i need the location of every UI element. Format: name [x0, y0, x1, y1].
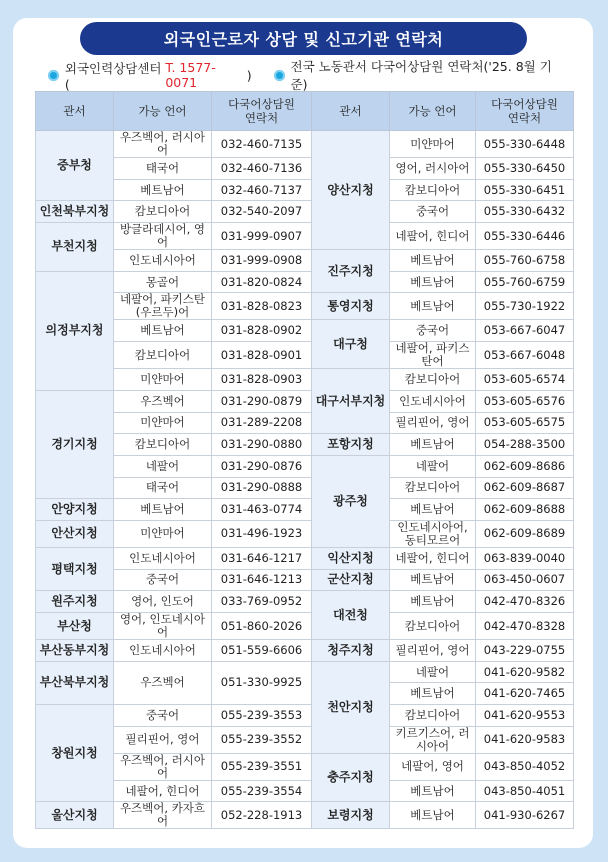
language-cell: 미얀마어 — [114, 520, 212, 547]
phone-cell[interactable]: 053-605-6575 — [476, 412, 574, 434]
legend-note — [274, 57, 566, 93]
phone-cell[interactable]: 055-330-6448 — [476, 131, 574, 158]
language-cell: 인도네시아어 — [390, 390, 476, 412]
phone-cell[interactable]: 032-460-7137 — [212, 179, 312, 201]
office-cell: 진주지청 — [312, 250, 390, 293]
office-cell: 천안지청 — [312, 661, 390, 753]
header-phone-line1: 다국어상담원 — [228, 97, 295, 111]
phone-cell[interactable]: 031-828-0902 — [212, 320, 312, 342]
legend-center — [48, 59, 252, 92]
phone-cell[interactable]: 062-609-8688 — [476, 499, 574, 521]
language-cell: 중국어 — [390, 320, 476, 342]
office-cell: 대전청 — [312, 591, 390, 640]
phone-cell[interactable]: 053-667-6048 — [476, 342, 574, 369]
table-row — [36, 661, 574, 683]
table-header-row — [36, 92, 574, 131]
phone-cell[interactable]: 055-760-6758 — [476, 250, 574, 272]
phone-cell[interactable]: 053-605-6574 — [476, 369, 574, 391]
language-cell: 방글라데시어, 영어 — [114, 223, 212, 250]
language-cell: 베트남어 — [390, 293, 476, 320]
office-cell: 양산지청 — [312, 131, 390, 250]
language-cell: 베트남어 — [390, 780, 476, 802]
phone-cell[interactable]: 062-609-8687 — [476, 477, 574, 499]
phone-cell[interactable]: 055-239-3553 — [212, 705, 312, 727]
header-phone — [212, 92, 312, 131]
phone-cell[interactable]: 043-229-0755 — [476, 640, 574, 662]
phone-cell[interactable]: 043-850-4052 — [476, 753, 574, 780]
page-title: 외국인근로자 상담 및 신고기관 연락처 — [80, 22, 527, 55]
phone-cell[interactable]: 031-290-0888 — [212, 477, 312, 499]
office-cell: 창원지청 — [36, 705, 114, 802]
phone-cell[interactable]: 055-330-6450 — [476, 158, 574, 180]
language-cell: 네팔어, 영어 — [390, 753, 476, 780]
table-row — [36, 613, 574, 640]
table-row — [36, 131, 574, 158]
language-cell: 몽골어 — [114, 271, 212, 293]
language-cell: 우즈벡어 — [114, 661, 212, 704]
language-cell: 네팔어, 파키스탄 (우르두)어 — [114, 293, 212, 320]
language-cell: 미얀마어 — [114, 369, 212, 391]
language-cell: 인도네시아어 — [114, 547, 212, 569]
phone-cell[interactable]: 062-609-8686 — [476, 455, 574, 477]
office-cell: 통영지청 — [312, 293, 390, 320]
office-cell: 익산지청 — [312, 547, 390, 569]
phone-cell[interactable]: 051-860-2026 — [212, 613, 312, 640]
office-cell: 군산지청 — [312, 569, 390, 591]
language-cell: 영어, 인도어 — [114, 591, 212, 613]
language-cell: 베트남어 — [390, 434, 476, 456]
table-row — [36, 780, 574, 802]
bullet-icon — [48, 70, 59, 81]
language-cell: 네팔어, 힌디어 — [390, 547, 476, 569]
language-cell: 캄보디아어 — [390, 477, 476, 499]
office-cell: 안산지청 — [36, 520, 114, 547]
header-phone-line1: 다국어상담원 — [491, 97, 558, 111]
office-cell: 광주청 — [312, 455, 390, 547]
header-lang: 가능 언어 — [114, 92, 212, 131]
header-phone-line2: 연락처 — [507, 111, 542, 125]
office-cell: 대구서부지청 — [312, 369, 390, 434]
office-cell: 충주지청 — [312, 753, 390, 802]
language-cell: 태국어 — [114, 158, 212, 180]
office-cell: 청주지청 — [312, 640, 390, 662]
language-cell: 베트남어 — [390, 250, 476, 272]
phone-cell[interactable]: 062-609-8689 — [476, 520, 574, 547]
phone-cell[interactable]: 053-605-6576 — [476, 390, 574, 412]
phone-cell[interactable]: 032-540-2097 — [212, 201, 312, 223]
language-cell: 필리핀어, 영어 — [114, 726, 212, 753]
phone-cell[interactable]: 031-999-0907 — [212, 223, 312, 250]
language-cell: 베트남어 — [114, 320, 212, 342]
table-row — [36, 223, 574, 250]
phone-cell[interactable]: 051-330-9925 — [212, 661, 312, 704]
phone-cell[interactable]: 055-239-3552 — [212, 726, 312, 753]
language-cell: 캄보디아어 — [114, 342, 212, 369]
office-cell: 부산동부지청 — [36, 640, 114, 662]
phone-cell[interactable]: 055-239-3551 — [212, 753, 312, 780]
phone-cell[interactable]: 055-239-3554 — [212, 780, 312, 802]
phone-cell[interactable]: 063-450-0607 — [476, 569, 574, 591]
center-phone[interactable]: T. 1577-0071 — [165, 60, 216, 90]
language-cell: 인도네시아어 — [114, 250, 212, 272]
office-cell: 중부청 — [36, 131, 114, 201]
language-cell: 키르기스어, 러시아어 — [390, 726, 476, 753]
phone-cell[interactable]: 031-290-0879 — [212, 390, 312, 412]
phone-cell[interactable]: 031-496-1923 — [212, 520, 312, 547]
language-cell: 중국어 — [390, 201, 476, 223]
center-end: ) — [246, 67, 252, 83]
office-cell: 부산청 — [36, 613, 114, 640]
bullet-icon — [274, 70, 285, 81]
language-cell: 네팔어, 파키스탄어 — [390, 342, 476, 369]
office-cell: 보령지청 — [312, 802, 390, 829]
phone-cell[interactable]: 031-289-2208 — [212, 412, 312, 434]
office-cell: 안양지청 — [36, 499, 114, 521]
language-cell: 인도네시아어 — [114, 640, 212, 662]
language-cell: 네팔어 — [390, 455, 476, 477]
language-cell: 우즈벡어, 러시아어 — [114, 753, 212, 780]
language-cell: 영어, 인도네시아어 — [114, 613, 212, 640]
office-cell: 의정부지청 — [36, 271, 114, 390]
center-label: 외국인력상담센터( — [64, 60, 162, 92]
phone-cell[interactable]: 041-620-7465 — [476, 683, 574, 705]
phone-cell[interactable]: 055-760-6759 — [476, 271, 574, 293]
language-cell: 네팔어, 힌디어 — [114, 780, 212, 802]
language-cell: 캄보디아어 — [390, 613, 476, 640]
language-cell: 인도네시아어, 동티모르어 — [390, 520, 476, 547]
table-row — [36, 390, 574, 412]
table-row — [36, 201, 574, 223]
office-cell: 부천지청 — [36, 223, 114, 272]
note-label: 전국 노동관서 다국어상담원 연락처('25. 8월 기준) — [290, 59, 552, 92]
language-cell: 필리핀어, 영어 — [390, 640, 476, 662]
header-office: 관서 — [36, 92, 114, 131]
language-cell: 캄보디아어 — [390, 179, 476, 201]
table-row — [36, 179, 574, 201]
language-cell: 중국어 — [114, 705, 212, 727]
table-row — [36, 547, 574, 569]
language-cell: 베트남어 — [390, 499, 476, 521]
office-cell: 경기지청 — [36, 390, 114, 498]
language-cell: 네팔어 — [114, 455, 212, 477]
language-cell: 미얀마어 — [390, 131, 476, 158]
phone-cell[interactable]: 031-999-0908 — [212, 250, 312, 272]
language-cell: 네팔어 — [390, 661, 476, 683]
phone-cell[interactable]: 055-330-6446 — [476, 223, 574, 250]
phone-cell[interactable]: 043-850-4051 — [476, 780, 574, 802]
office-cell: 인천북부지청 — [36, 201, 114, 223]
language-cell: 중국어 — [114, 569, 212, 591]
header-lang: 가능 언어 — [390, 92, 476, 131]
phone-cell[interactable]: 031-828-0903 — [212, 369, 312, 391]
table-row — [36, 705, 574, 727]
language-cell: 우즈벡어 — [114, 390, 212, 412]
language-cell: 네팔어, 힌디어 — [390, 223, 476, 250]
phone-cell[interactable]: 042-470-8328 — [476, 613, 574, 640]
phone-cell[interactable]: 055-330-6432 — [476, 201, 574, 223]
table-row — [36, 434, 574, 456]
table-row — [36, 569, 574, 591]
language-cell: 캄보디아어 — [390, 369, 476, 391]
language-cell: 필리핀어, 영어 — [390, 412, 476, 434]
language-cell: 우즈벡어, 러시아어 — [114, 131, 212, 158]
phone-cell[interactable]: 053-667-6047 — [476, 320, 574, 342]
phone-cell[interactable]: 051-559-6606 — [212, 640, 312, 662]
phone-cell[interactable]: 031-290-0880 — [212, 434, 312, 456]
phone-cell[interactable]: 032-460-7135 — [212, 131, 312, 158]
contact-table — [35, 91, 574, 829]
language-cell: 베트남어 — [114, 499, 212, 521]
table-row — [36, 455, 574, 477]
language-cell: 캄보디아어 — [390, 705, 476, 727]
phone-cell[interactable]: 041-620-9553 — [476, 705, 574, 727]
office-cell: 부산북부지청 — [36, 661, 114, 704]
phone-cell[interactable]: 032-460-7136 — [212, 158, 312, 180]
phone-cell[interactable]: 031-646-1213 — [212, 569, 312, 591]
phone-cell[interactable]: 033-769-0952 — [212, 591, 312, 613]
phone-cell[interactable]: 031-463-0774 — [212, 499, 312, 521]
phone-cell[interactable]: 041-930-6267 — [476, 802, 574, 829]
phone-cell[interactable]: 031-646-1217 — [212, 547, 312, 569]
language-cell: 태국어 — [114, 477, 212, 499]
table-row — [36, 753, 574, 780]
table-body — [36, 131, 574, 829]
office-cell: 원주지청 — [36, 591, 114, 613]
phone-cell[interactable]: 055-330-6451 — [476, 179, 574, 201]
table-row — [36, 477, 574, 499]
language-cell: 캄보디아어 — [114, 201, 212, 223]
office-cell: 대구청 — [312, 320, 390, 369]
language-cell: 미얀마어 — [114, 412, 212, 434]
header-office: 관서 — [312, 92, 390, 131]
table-row — [36, 412, 574, 434]
office-cell: 평택지청 — [36, 547, 114, 590]
phone-cell[interactable]: 031-828-0823 — [212, 293, 312, 320]
table-row — [36, 320, 574, 342]
table-row — [36, 499, 574, 521]
language-cell: 우즈벡어, 카자흐어 — [114, 802, 212, 829]
language-cell: 베트남어 — [390, 591, 476, 613]
phone-cell[interactable]: 031-828-0901 — [212, 342, 312, 369]
phone-cell[interactable]: 052-228-1913 — [212, 802, 312, 829]
phone-cell[interactable]: 042-470-8326 — [476, 591, 574, 613]
language-cell: 베트남어 — [390, 569, 476, 591]
office-cell: 울산지청 — [36, 802, 114, 829]
language-cell: 베트남어 — [390, 683, 476, 705]
table-row — [36, 158, 574, 180]
phone-cell[interactable]: 054-288-3500 — [476, 434, 574, 456]
language-cell: 베트남어 — [114, 179, 212, 201]
legend — [48, 59, 588, 92]
phone-cell[interactable]: 031-820-0824 — [212, 271, 312, 293]
header-phone-line2: 연락처 — [244, 111, 279, 125]
language-cell: 베트남어 — [390, 271, 476, 293]
table-row — [36, 802, 574, 829]
table-row — [36, 271, 574, 293]
phone-cell[interactable]: 031-290-0876 — [212, 455, 312, 477]
table-row — [36, 369, 574, 391]
language-cell: 베트남어 — [390, 802, 476, 829]
table-row — [36, 640, 574, 662]
table-row — [36, 250, 574, 272]
header-phone — [476, 92, 574, 131]
language-cell: 캄보디아어 — [114, 434, 212, 456]
language-cell: 영어, 러시아어 — [390, 158, 476, 180]
phone-cell[interactable]: 055-730-1922 — [476, 293, 574, 320]
phone-cell[interactable]: 041-620-9583 — [476, 726, 574, 753]
table-row — [36, 591, 574, 613]
phone-cell[interactable]: 041-620-9582 — [476, 661, 574, 683]
office-cell: 포항지청 — [312, 434, 390, 456]
phone-cell[interactable]: 063-839-0040 — [476, 547, 574, 569]
